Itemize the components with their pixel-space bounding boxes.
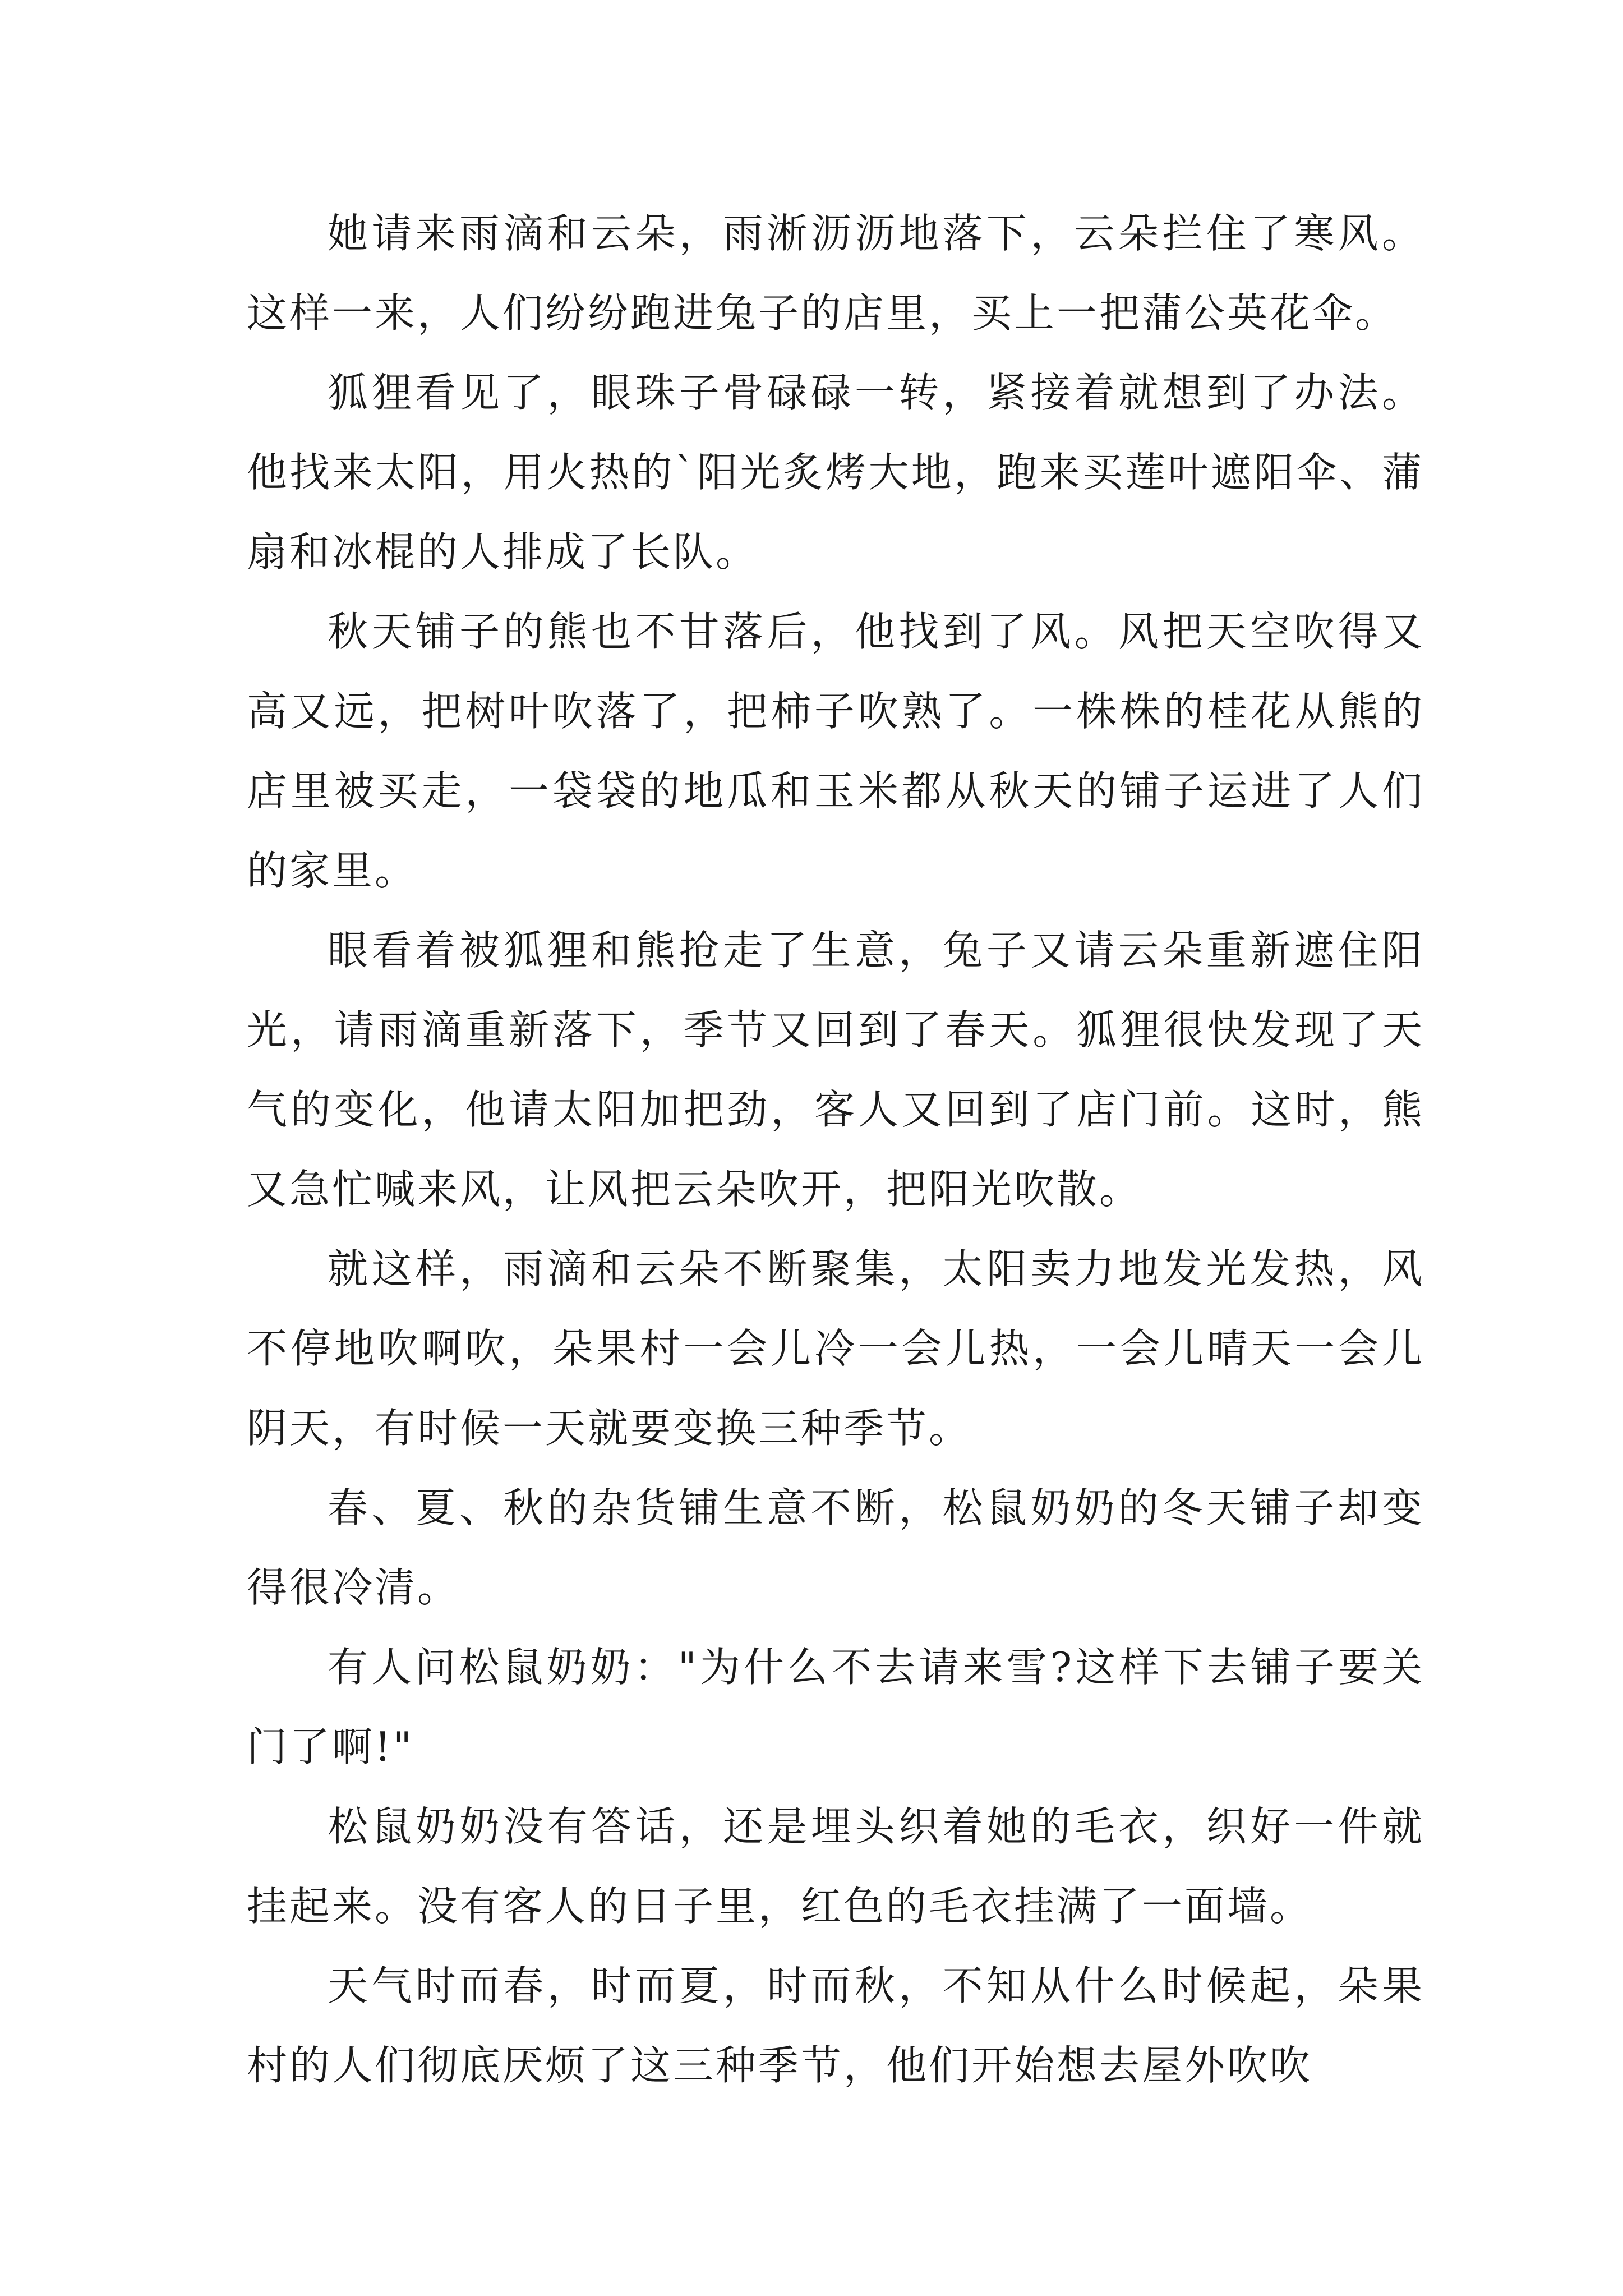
paragraph-8: 松鼠奶奶没有答话，还是埋头织着她的毛衣，织好一件就挂起来。没有客人的日子里，红色的毛衣挂满了一面墙。	[247, 1803, 1424, 1930]
story-text-body	[247, 194, 1424, 2105]
paragraph-6: 春、夏、秋的杂货铺生意不断，松鼠奶奶的冬天铺子却变得很冷清。	[247, 1484, 1424, 1611]
paragraph-7: 有人问松鼠奶奶："为什么不去请来雪?这样下去铺子要关门了啊!"	[247, 1644, 1424, 1770]
paragraph-3: 秋天铺子的熊也不甘落后，他找到了风。风把天空吹得又高又远，把树叶吹落了，把柿子吹熟了。一株株的桂花从熊的店里被买走，一袋袋的地瓜和玉米都从秋天的铺子运进了人们的家里。	[247, 608, 1424, 894]
paragraph-5: 就这样，雨滴和云朵不断聚集，太阳卖力地发光发热，风不停地吹啊吹，朵果村一会儿冷一会儿热，一会儿晴天一会儿阴天，有时候一天就要变换三种季节。	[247, 1245, 1424, 1452]
paragraph-2: 狐狸看见了，眼珠子骨碌碌一转，紧接着就想到了办法。他找来太阳，用火热的`阳光炙烤大地，跑来买莲叶遮阳伞、蒲扇和冰棍的人排成了长队。	[247, 369, 1424, 576]
paragraph-4: 眼看着被狐狸和熊抢走了生意，兔子又请云朵重新遮住阳光，请雨滴重新落下，季节又回到了春天。狐狸很快发现了天气的变化，他请太阳加把劲，客人又回到了店门前。这时，熊又急忙喊来风，让风把云朵吹开，把阳光吹散。	[247, 927, 1424, 1213]
paragraph-9: 天气时而春，时而夏，时而秋，不知从什么时候起，朵果村的人们彻底厌烦了这三种季节，他们开始想去屋外吹吹	[247, 1962, 1424, 2089]
paragraph-1: 她请来雨滴和云朵，雨淅沥沥地落下，云朵拦住了寒风。这样一来，人们纷纷跑进兔子的店里，买上一把蒲公英花伞。	[247, 210, 1424, 337]
